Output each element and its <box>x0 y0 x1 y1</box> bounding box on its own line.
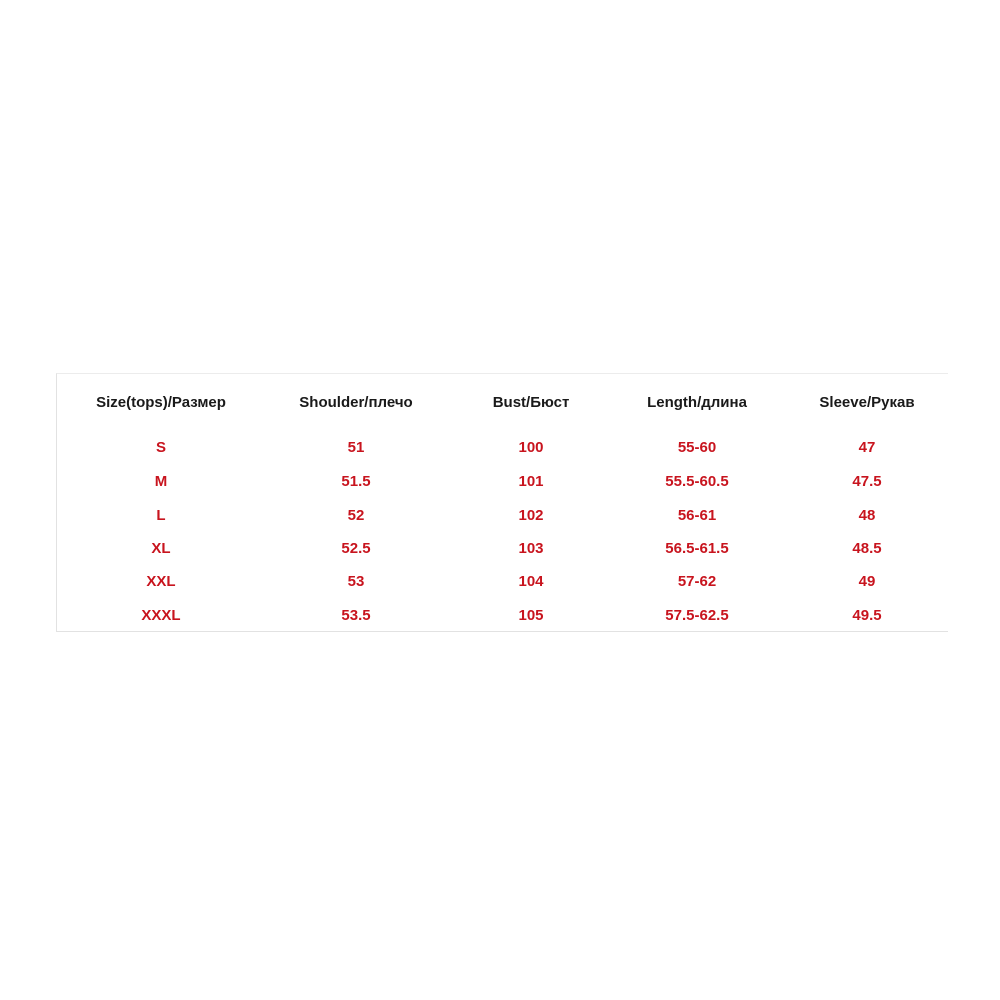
length-cell: 56.5-61.5 <box>665 540 729 557</box>
length-cell: 55-60 <box>677 439 717 456</box>
header-bust: Bust/Бюст <box>492 394 570 411</box>
shoulder-cell: 53 <box>347 573 365 590</box>
header-length: Length/длина <box>647 394 747 411</box>
table-row <box>57 570 948 594</box>
bust-cell: 103 <box>518 540 544 557</box>
header-shoulder: Shoulder/плечо <box>299 394 413 411</box>
bust-cell: 101 <box>518 473 544 490</box>
sleeve-cell: 49.5 <box>852 607 882 624</box>
size-cell: XXXL <box>141 607 181 624</box>
shoulder-cell: 52.5 <box>341 540 371 557</box>
bust-cell: 100 <box>518 439 544 456</box>
header-size: Size(tops)/Размер <box>96 394 226 411</box>
table-header-row <box>57 391 948 415</box>
header-sleeve: Sleeve/Рукав <box>819 394 915 411</box>
shoulder-cell: 51.5 <box>341 473 371 490</box>
length-cell: 57-62 <box>677 573 717 590</box>
sleeve-cell: 47 <box>858 439 876 456</box>
shoulder-cell: 52 <box>347 507 365 524</box>
size-cell: L <box>156 507 166 524</box>
table-row <box>57 470 948 494</box>
bust-cell: 102 <box>518 507 544 524</box>
sleeve-cell: 48.5 <box>852 540 882 557</box>
table-row <box>57 537 948 561</box>
shoulder-cell: 53.5 <box>341 607 371 624</box>
sleeve-cell: 47.5 <box>852 473 882 490</box>
table-row <box>57 436 948 460</box>
length-cell: 56-61 <box>677 507 717 524</box>
sleeve-cell: 49 <box>858 573 876 590</box>
table-row <box>57 604 948 628</box>
size-cell: XL <box>151 540 171 557</box>
size-cell: XXL <box>146 573 176 590</box>
sleeve-cell: 48 <box>858 507 876 524</box>
length-cell: 57.5-62.5 <box>665 607 729 624</box>
table-row <box>57 504 948 528</box>
size-cell: M <box>154 473 168 490</box>
length-cell: 55.5-60.5 <box>665 473 729 490</box>
size-cell: S <box>155 439 166 456</box>
bust-cell: 104 <box>518 573 544 590</box>
shoulder-cell: 51 <box>347 439 365 456</box>
bust-cell: 105 <box>518 607 544 624</box>
size-chart-table <box>56 373 948 632</box>
